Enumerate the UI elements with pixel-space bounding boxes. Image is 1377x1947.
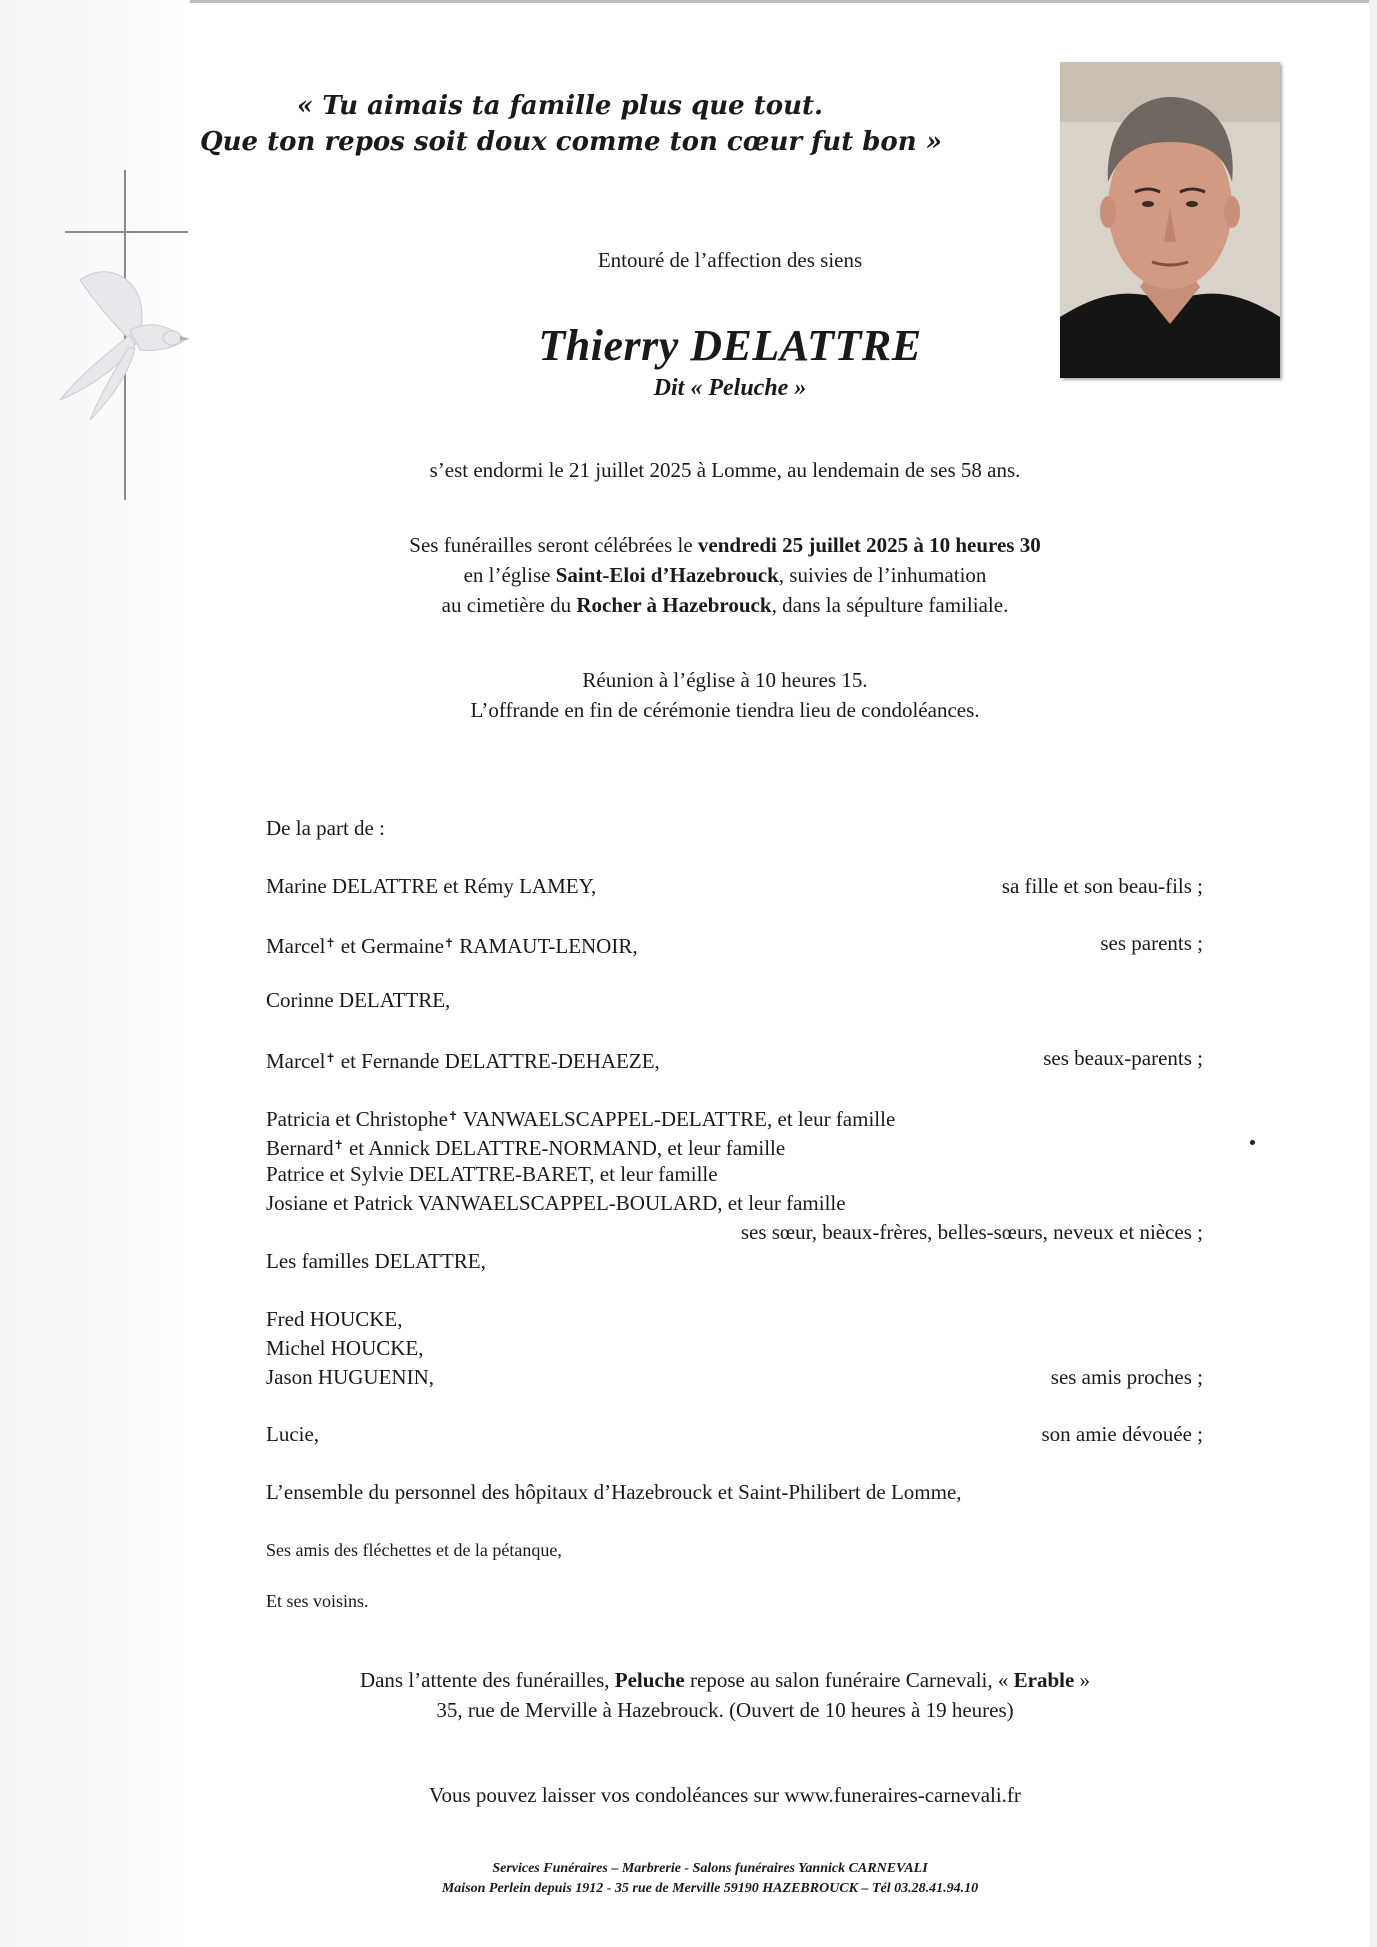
scan-speck: [1250, 1140, 1255, 1145]
family-relation: ses beaux-parents ;: [1043, 1046, 1203, 1070]
top-border: [0, 0, 1377, 3]
name-part: et Germaine: [335, 934, 444, 958]
condolences-text: Vous pouvez laisser vos condoléances sur www.funeraires-carnevali.fr: [429, 1783, 1021, 1807]
gathering-line-1: Réunion à l’église à 10 heures 15.: [582, 668, 868, 692]
family-names: Corinne DELATTRE,: [266, 988, 451, 1012]
deceased-cross-icon: ✝: [447, 1109, 459, 1123]
deceased-cross-icon: ✝: [333, 1138, 344, 1152]
name-part: et Annick DELATTRE-NORMAND, et leur famille: [343, 1136, 786, 1160]
family-names: Marine DELATTRE et Rémy LAMEY,: [266, 874, 597, 898]
footer-line-1: Services Funéraires – Marbrerie - Salons funéraires Yannick CARNEVALI: [492, 1861, 928, 1876]
name-part: et Fernande DELATTRE-DEHAEZE,: [335, 1049, 660, 1073]
footer-line-2: Maison Perlein depuis 1912 - 35 rue de Merville 59190 HAZEBROUCK – Tél 03.28.41.94.10: [441, 1881, 979, 1896]
funeral-line-3-text-a: au cimetière du: [441, 593, 577, 617]
name-part: Marcel: [266, 1049, 326, 1073]
family-names: Jason HUGUENIN,: [266, 1365, 434, 1389]
funeral-line-3-text-b: , dans la sépulture familiale.: [771, 593, 1009, 617]
deceased-nickname: Dit « Peluche »: [653, 375, 807, 401]
right-margin-shading: [1369, 0, 1377, 1947]
family-relation: ses parents ;: [1100, 931, 1203, 955]
family-names: Et ses voisins.: [266, 1591, 369, 1611]
family-relation: sa fille et son beau-fils ;: [1001, 874, 1203, 898]
name-part: VANWAELSCAPPEL-DELATTRE, et leur famille: [458, 1107, 896, 1131]
funeral-line-2-text-a: en l’église: [463, 563, 556, 587]
family-relation: ses amis proches ;: [1050, 1365, 1203, 1389]
intro-text: Entouré de l’affection des siens: [597, 248, 863, 272]
epigraph-line-2: Que ton repos soit doux comme ton cœur fut bon »: [200, 127, 942, 157]
funeral-church: Saint-Eloi d’Hazebrouck: [555, 563, 779, 587]
family-names: Josiane et Patrick VANWAELSCAPPEL-BOULARD, et leur famille: [266, 1191, 846, 1215]
family-names: Fred HOUCKE,: [266, 1307, 403, 1331]
funeral-line-2: [260, 560, 1190, 590]
family-names: L’ensemble du personnel des hôpitaux d’Hazebrouck et Saint-Philibert de Lomme,: [266, 1480, 962, 1504]
viewing-line-2: 35, rue de Merville à Hazebrouck. (Ouvert de 10 heures à 19 heures): [436, 1698, 1014, 1722]
funeral-line-1: [260, 530, 1190, 560]
portrait-photo: [1060, 62, 1280, 378]
viewing-text-b: repose au salon funéraire Carnevali, «: [684, 1668, 1014, 1692]
funeral-line-2-text-b: , suivies de l’inhumation: [778, 563, 987, 587]
epigraph-line-1: « Tu aimais ta famille plus que tout.: [296, 91, 824, 121]
death-notice: s’est endormi le 21 juillet 2025 à Lomme, au lendemain de ses 58 ans.: [429, 458, 1021, 482]
footer: [300, 1859, 1120, 1899]
family-names: [266, 1043, 660, 1076]
viewing-line-1: [260, 1665, 1190, 1695]
viewing-salon: Erable: [1013, 1668, 1075, 1692]
funeral-date: vendredi 25 juillet 2025 à 10 heures 30: [697, 533, 1041, 557]
family-relation: ses sœur, beaux-frères, belles-sœurs, neveux et nièces ;: [740, 1220, 1203, 1244]
name-part: RAMAUT-LENOIR,: [454, 934, 638, 958]
name-part: Marcel: [266, 934, 326, 958]
portrait-illustration: [1060, 62, 1280, 378]
deceased-cross-icon: ✝: [325, 936, 336, 950]
deceased-cross-icon: ✝: [443, 936, 455, 950]
funeral-line-3: [260, 590, 1190, 620]
epigraph: [200, 88, 942, 160]
family-names: [266, 928, 638, 961]
family-relation: son amie dévouée ;: [1041, 1422, 1203, 1446]
family-names: Les familles DELATTRE,: [266, 1249, 486, 1273]
family-names: Patrice et Sylvie DELATTRE-BARET, et leur famille: [266, 1162, 718, 1186]
funeral-cemetery: Rocher à Hazebrouck: [576, 593, 772, 617]
gathering-line-2: L’offrande en fin de cérémonie tiendra lieu de condoléances.: [470, 698, 980, 722]
viewing-nickname: Peluche: [614, 1668, 685, 1692]
deceased-name: Thierry DELATTRE: [538, 321, 922, 370]
cross-with-dove-icon: [60, 170, 200, 500]
deceased-cross-icon: ✝: [325, 1051, 336, 1065]
funeral-line-1-text: Ses funérailles seront célébrées le: [409, 533, 698, 557]
name-part: Patricia et Christophe: [266, 1107, 448, 1131]
family-names: Michel HOUCKE,: [266, 1336, 424, 1360]
viewing-text-a: Dans l’attente des funérailles,: [359, 1668, 615, 1692]
family-names: Lucie,: [266, 1422, 320, 1446]
from-label: De la part de :: [266, 816, 385, 840]
name-part: Bernard: [266, 1136, 334, 1160]
viewing-text-c: »: [1074, 1668, 1091, 1692]
family-names: Ses amis des fléchettes et de la pétanque,: [266, 1540, 562, 1560]
